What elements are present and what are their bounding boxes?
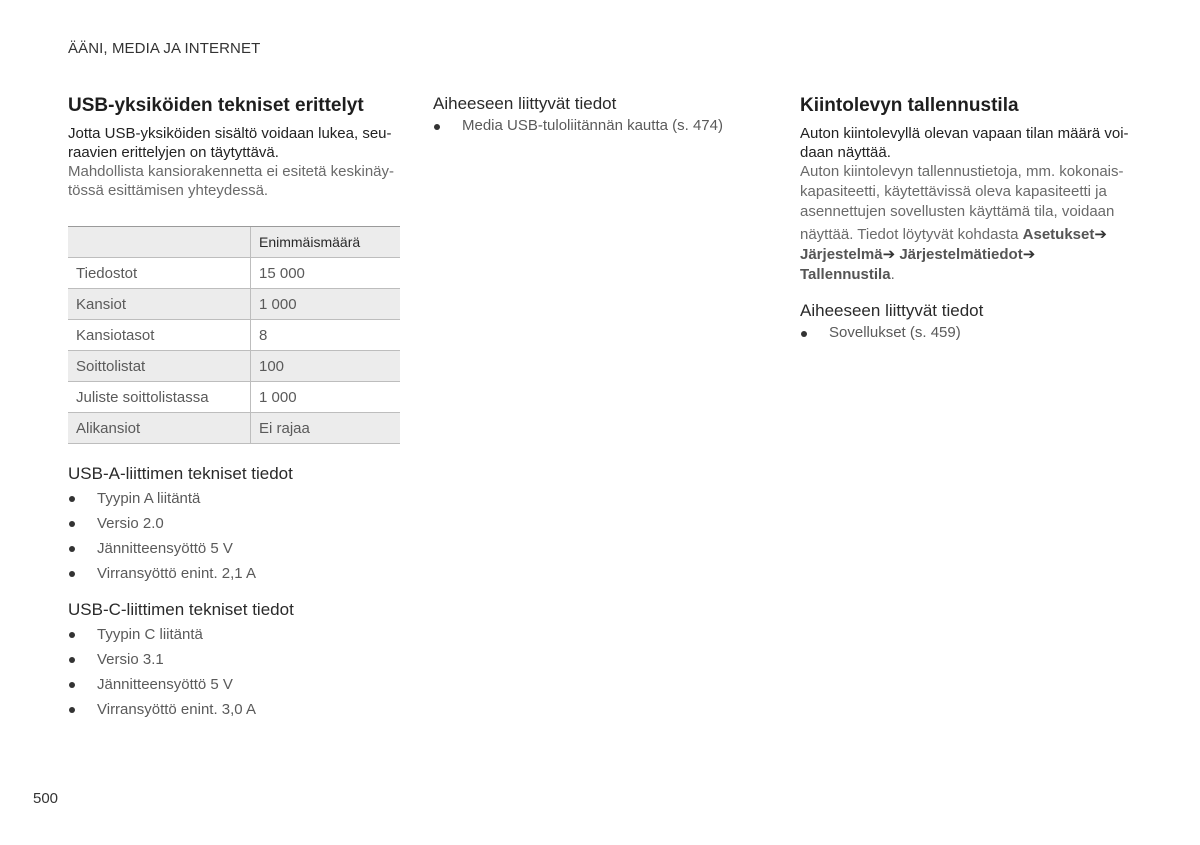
list-item bbox=[68, 511, 402, 536]
usb-a-list bbox=[68, 486, 402, 586]
bullet-icon bbox=[434, 124, 440, 130]
usb-limits-table bbox=[68, 226, 400, 444]
usb-c-heading: USB-C-liittimen tekniset tiedot bbox=[68, 600, 294, 619]
usb-specs-heading: USB-yksiköiden tekniset erittelyt bbox=[68, 95, 364, 116]
usb-specs-intro-line-1: Jotta USB-yksiköiden sisältö voidaan lukea, seu- bbox=[68, 125, 392, 142]
storage-intro bbox=[800, 124, 1130, 162]
table-cell-value: 8 bbox=[251, 320, 401, 351]
usb-a-heading: USB-A-liittimen tekniset tiedot bbox=[68, 464, 293, 483]
table-cell-label: Kansiot bbox=[68, 289, 251, 320]
bullet-icon bbox=[69, 632, 75, 638]
list-item-text: Virransyöttö enint. 2,1 A bbox=[97, 565, 256, 582]
storage-related-heading: Aiheeseen liittyvät tiedot bbox=[800, 301, 984, 320]
column-storage bbox=[800, 94, 1130, 343]
list-item bbox=[68, 536, 402, 561]
usb-c-section bbox=[68, 600, 402, 722]
menu-path-storage: Tallennustila bbox=[800, 266, 891, 283]
bullet-icon bbox=[69, 657, 75, 663]
table-cell-value: 15 000 bbox=[251, 258, 401, 289]
list-item bbox=[68, 486, 402, 511]
usb-c-list bbox=[68, 622, 402, 722]
bullet-icon bbox=[69, 571, 75, 577]
bullet-icon bbox=[801, 331, 807, 337]
table-row bbox=[68, 413, 400, 444]
storage-related-section bbox=[800, 301, 1130, 343]
bullet-icon bbox=[69, 521, 75, 527]
list-item-text: Versio 2.0 bbox=[97, 515, 164, 532]
storage-body-line-3: asennettujen sovellusten käyttämä tila, voidaan bbox=[800, 203, 1115, 220]
related-link-text[interactable]: Media USB-tuloliitännän kautta (s. 474) bbox=[462, 117, 723, 134]
bullet-icon bbox=[69, 682, 75, 688]
storage-intro-line-2: daan näyttää. bbox=[800, 144, 891, 161]
list-item bbox=[68, 672, 402, 697]
related-list bbox=[433, 116, 753, 136]
table-row bbox=[68, 320, 400, 351]
page-number: 500 bbox=[33, 790, 59, 807]
column-related-usb bbox=[433, 94, 753, 136]
usb-specs-note bbox=[68, 162, 402, 200]
storage-body-line-2: kapasiteetti, käytettävissä oleva kapasiteetti ja bbox=[800, 183, 1107, 200]
table-cell-label: Tiedostot bbox=[68, 258, 251, 289]
menu-path-system-info: Järjestelmätiedot bbox=[899, 246, 1023, 263]
usb-specs-note-line-2: tössä esittämisen yhteydessä. bbox=[68, 182, 269, 199]
table-row bbox=[68, 382, 400, 413]
usb-a-section bbox=[68, 464, 402, 586]
list-item bbox=[68, 561, 402, 586]
arrow-right-icon: ➔ bbox=[1094, 226, 1107, 243]
sentence-end: . bbox=[890, 266, 895, 283]
usb-specs-intro bbox=[68, 124, 402, 162]
storage-intro-line-1: Auton kiintolevyllä olevan vapaan tilan määrä voi- bbox=[800, 125, 1129, 142]
list-item-text: Tyypin A liitäntä bbox=[97, 490, 201, 507]
table-cell-label: Kansiotasot bbox=[68, 320, 251, 351]
list-item-text: Jännitteensyöttö 5 V bbox=[97, 676, 233, 693]
storage-heading: Kiintolevyn tallennustila bbox=[800, 95, 1019, 116]
bullet-icon bbox=[69, 496, 75, 502]
storage-related-list bbox=[800, 323, 1130, 343]
related-heading: Aiheeseen liittyvät tiedot bbox=[433, 94, 617, 113]
table-header-empty bbox=[68, 227, 251, 258]
list-item-text: Jännitteensyöttö 5 V bbox=[97, 540, 233, 557]
table-cell-value: 100 bbox=[251, 351, 401, 382]
menu-path-settings: Asetukset bbox=[1022, 226, 1095, 243]
storage-body bbox=[800, 162, 1130, 285]
list-item-text: Tyypin C liitäntä bbox=[97, 626, 203, 643]
arrow-right-icon: ➔ bbox=[882, 246, 896, 263]
table-header-max: Enimmäismäärä bbox=[251, 227, 401, 258]
usb-specs-intro-line-2: raavien erittelyjen on täytyttävä. bbox=[68, 144, 279, 161]
table-cell-value: 1 000 bbox=[251, 289, 401, 320]
bullet-icon bbox=[69, 546, 75, 552]
table-row bbox=[68, 351, 400, 382]
list-item bbox=[68, 697, 402, 722]
list-item-text: Virransyöttö enint. 3,0 A bbox=[97, 701, 256, 718]
list-item bbox=[68, 622, 402, 647]
list-item-text: Versio 3.1 bbox=[97, 651, 164, 668]
page-header: ÄÄNI, MEDIA JA INTERNET bbox=[68, 40, 261, 57]
list-item bbox=[68, 647, 402, 672]
table-row bbox=[68, 258, 400, 289]
table-row bbox=[68, 289, 400, 320]
table-cell-label: Alikansiot bbox=[68, 413, 251, 444]
table-header-row bbox=[68, 227, 400, 258]
table-cell-value: 1 000 bbox=[251, 382, 401, 413]
bullet-icon bbox=[69, 707, 75, 713]
storage-body-line-1: Auton kiintolevyn tallennustietoja, mm. kokonais- bbox=[800, 163, 1124, 180]
table-cell-label: Soittolistat bbox=[68, 351, 251, 382]
table-cell-label: Juliste soittolistassa bbox=[68, 382, 251, 413]
menu-path-system: Järjestelmä bbox=[800, 246, 883, 263]
arrow-right-icon: ➔ bbox=[1022, 246, 1036, 263]
table-cell-value: Ei rajaa bbox=[251, 413, 401, 444]
related-link-item[interactable] bbox=[800, 323, 1130, 343]
column-usb-specs bbox=[68, 94, 402, 722]
storage-body-line-4: näyttää. Tiedot löytyvät kohdasta bbox=[800, 226, 1019, 243]
related-link-text[interactable]: Sovellukset (s. 459) bbox=[829, 324, 961, 341]
usb-specs-note-line-1: Mahdollista kansiorakennetta ei esitetä keskinäy- bbox=[68, 163, 395, 180]
related-link-item[interactable] bbox=[433, 116, 753, 136]
